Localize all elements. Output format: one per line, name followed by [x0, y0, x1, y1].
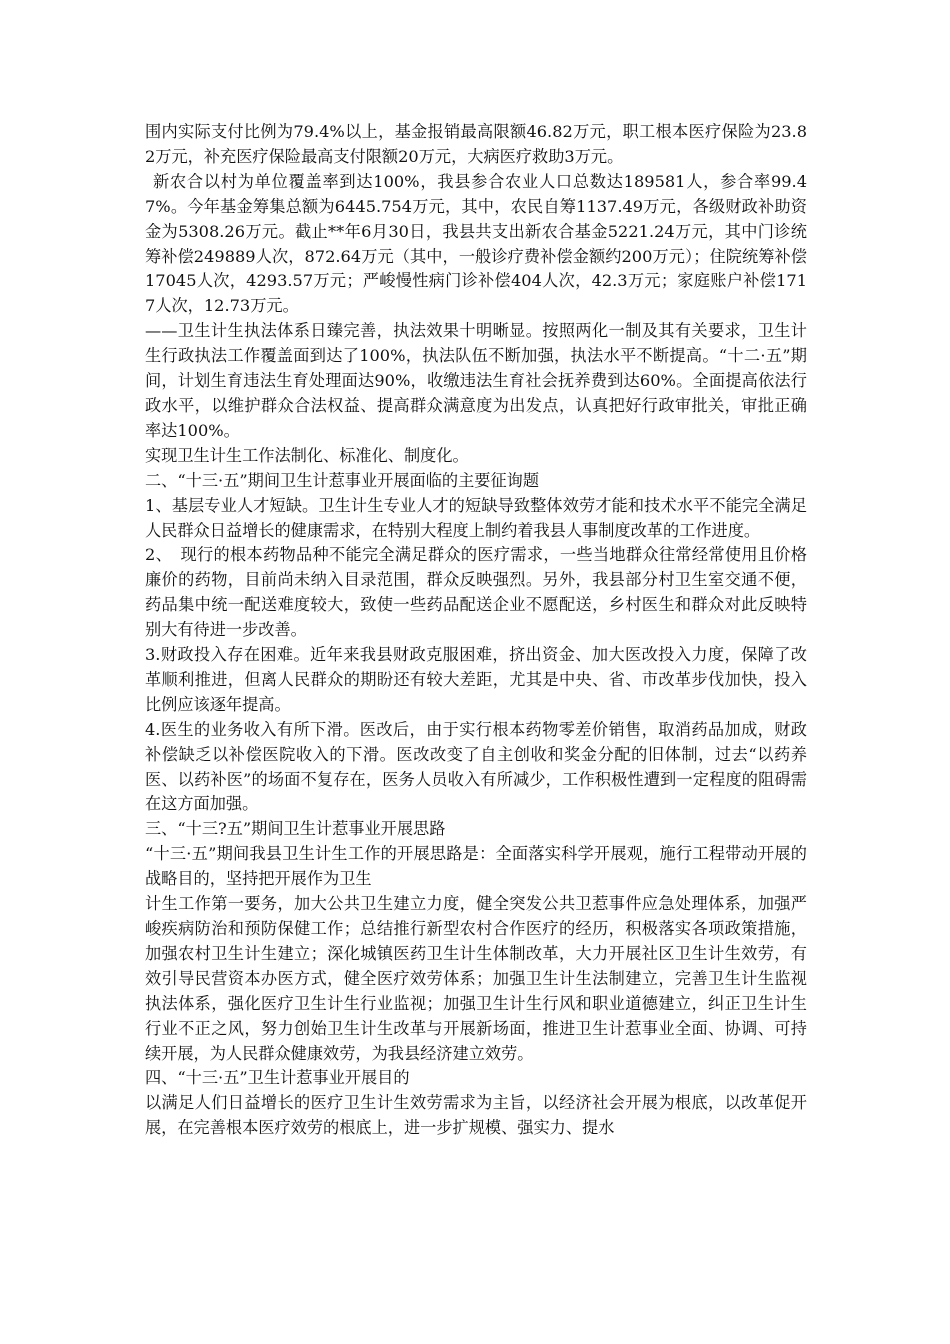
paragraph-development-goals: 以满足人们日益增长的医疗卫生计生效劳需求为主旨，以经济社会开展为根底，以改革促开展，在完善根本医疗效劳的根底上，进一步扩规模、强实力、提水: [145, 1093, 807, 1138]
paragraph-insurance-payment: 围内实际支付比例为79.4%以上，基金报销最高限额46.82万元，职工根本医疗保险为23.82万元，补充医疗保险最高支付限额20万元，大病医疗救助3万元。: [145, 122, 807, 166]
paragraph-law-enforcement: ——卫生计生执法体系日臻完善，执法效果十明晰显。按照两化一制及其有关要求，卫生计生行政执法工作覆盖面到达了100%，执法队伍不断加强，执法水平不断提高。“十二·五”期间，计划生育违法生育处理面达90%，收缴违法生育社会抚养费到达60%。全面提高依法行政水平，以维护群众合法权益、提高群众满意度为出发点，认真把好行政审批关，审批正确率达100%。: [145, 321, 807, 440]
section-heading-3: 三、“十三?五”期间卫生计惹事业开展思路: [145, 819, 446, 839]
paragraph-item-2: 2、 现行的根本药物品种不能完全满足群众的医疗需求，一些当地群众往常经常使用且价格廉价的药物，目前尚未纳入目录范围，群众反映强烈。另外，我县部分村卫生室交通不便，药品集中统一配送难度较大，致使一些药品配送企业不愿配送，乡村医生和群众对此反映特别大有待进一步改善。: [145, 545, 807, 640]
paragraph-legalization: 实现卫生计生工作法制化、标准化、制度化。: [145, 445, 469, 465]
section-heading-4: 四、“十三·五”卫生计惹事业开展目的: [145, 1068, 410, 1088]
document-page: [145, 120, 807, 1141]
paragraph-item-1: 1、基层专业人才短缺。卫生计生专业人才的短缺导致整体效劳才能和技术水平不能完全满足人民群众日益增长的健康需求，在特别大程度上制约着我县人事制度改革的工作进度。: [145, 495, 807, 540]
paragraph-development-idea: “十三·五”期间我县卫生计生工作的开展思路是：全面落实科学开展观，施行工程带动开展的战略目的，坚持把开展作为卫生: [145, 844, 807, 889]
paragraph-item-3: 3.财政投入存在困难。近年来我县财政克服困难，挤出资金、加大医改投入力度，保障了改革顺利推进，但离人民群众的期盼还有较大差距，尤其是中央、省、市改革步伐加快，投入比例应该逐年提高。: [145, 645, 807, 714]
paragraph-rural-cooperative-medical: 新农合以村为单位覆盖率到达100%，我县参合农业人口总数达189581人，参合率99.47%。今年基金筹集总额为6445.754万元，其中，农民自筹1137.49万元，各级财政补助资金为5308.26万元。截止**年6月30日，我县共支出新农合基金5221.24万元，其中门诊统筹补偿249889人次，872.64万元（其中，一般诊疗费补偿金额约200万元）；住院统筹补偿17045人次，4293.57万元；严峻慢性病门诊补偿404人次，42.3万元；家庭账户补偿1717人次，12.73万元。: [145, 171, 807, 316]
paragraph-item-4: 4.医生的业务收入有所下滑。医改后，由于实行根本药物零差价销售，取消药品加成，财政补偿缺乏以补偿医院收入的下滑。医改改变了自主创收和奖金分配的旧体制，过去“以药养医、以药补医”的场面不复存在，医务人员收入有所减少，工作积极性遭到一定程度的阻碍需在这方面加强。: [145, 719, 807, 814]
section-heading-2: 二、“十三·五”期间卫生计惹事业开展面临的主要征询题: [145, 470, 540, 490]
paragraph-work-priorities: 计生工作第一要务，加大公共卫生建立力度，健全突发公共卫惹事件应急处理体系，加强严峻疾病防治和预防保健工作；总结推行新型农村合作医疗的经历，积极落实各项政策措施，加强农村卫生计生建立；深化城镇医药卫生计生体制改革，大力开展社区卫生计生效劳，有效引导民营资本办医方式，健全医疗效劳体系；加强卫生计生法制建立，完善卫生计生监视执法体系，强化医疗卫生计生行业监视；加强卫生计生行风和职业道德建立，纠正卫生计生行业不正之风，努力创始卫生计生改革与开展新场面，推进卫生计惹事业全面、协调、可持续开展，为人民群众健康效劳，为我县经济建立效劳。: [145, 894, 807, 1063]
